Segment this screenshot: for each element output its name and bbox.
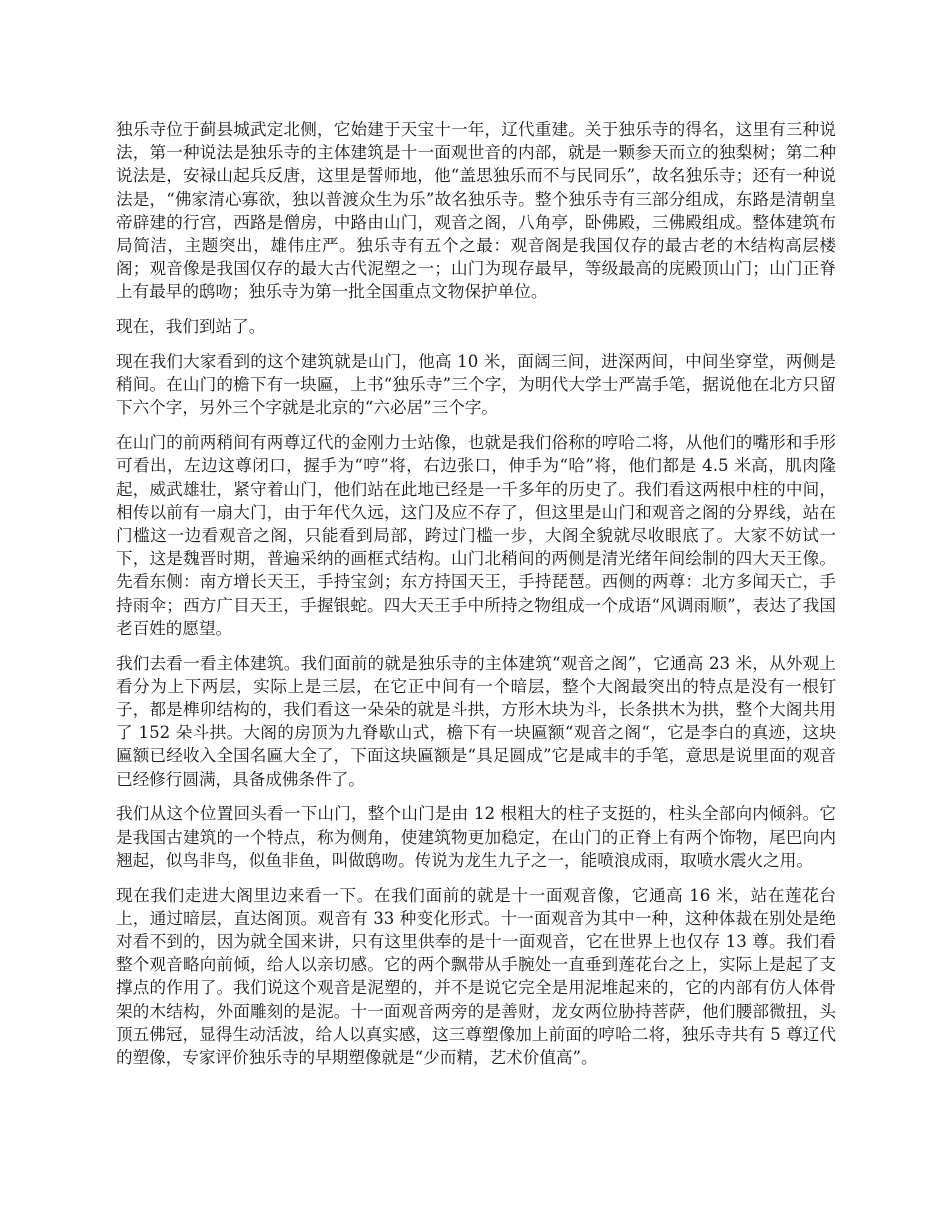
paragraph-shanmen-columns: 我们从这个位置回头看一下山门，整个山门是由 12 根粗大的柱子支挺的，柱头全部向内倾斜。它是我国古建筑的一个特点，称为侧角，使建筑物更加稳定，在山门的正脊上有两个饰物，尾巴向内翘起，似鸟非鸟，似鱼非鱼，叫做鸱吻。传说为龙生九子之一，能喷浪成雨，取喷水震火之用。 bbox=[116, 804, 836, 870]
paragraph-guanyin-statue: 现在我们走进大阁里边来看一下。在我们面前的就是十一面观音像，它通高 16 米，站在莲花台上，通过暗层，直达阁顶。观音有 33 种变化形式。十一面观音为其中一种，这种体裁在别处是绝对看不到的，因为就全国来讲，只有这里供奉的是十一面观音，它在世界上也仅存 13 尊。我们看整个观音略向前倾，给人以亲切感。它的两个飘带从手腕处一直垂到莲花台之上，实际上是起了支撑点的作用了。我们说这个观音是泥塑的，并不是说它完全是用泥堆起来的，它的内部有仿人体骨架的木结构，外面雕刻的是泥。十一面观音两旁的是善财，龙女两位胁持菩萨，他们腰部微扭，头顶五佛冠，显得生动活波，给人以真实感，这三尊塑像加上前面的哼哈二将，独乐寺共有 5 尊辽代的塑像，专家评价独乐寺的早期塑像就是“少而精，艺术价值高”。 bbox=[116, 885, 836, 1068]
paragraph-guanyin-pavilion: 我们去看一看主体建筑。我们面前的就是独乐寺的主体建筑“观音之阁”，它通高 23 米，从外观上看分为上下两层，实际上是三层，在它正中间有一个暗层，整个大阁最突出的特点是没有一根钉子，都是榫卯结构的，我们看这一朵朵的就是斗拱，方形木块为斗，长条拱木为拱，整个大阁共用了 152 朵斗拱。大阁的房顶为九脊歇山式，檐下有一块匾额“观音之阁“，它是李白的真迹，这块匾额已经收入全国名匾大全了，下面这块匾额是“具足圆成”它是咸丰的手笔，意思是说里面的观音已经修行圆满，具备成佛条件了。 bbox=[116, 653, 836, 789]
paragraph-shanmen: 现在我们大家看到的这个建筑就是山门，他高 10 米，面阔三间，进深两间，中间坐穿堂，两侧是稍间。在山门的檐下有一块匾，上书“独乐寺”三个字，为明代大学士严嵩手笔，据说他在北方只留下六个字，另外三个字就是北京的“六必居”三个字。 bbox=[116, 352, 836, 418]
paragraph-arrival: 现在，我们到站了。 bbox=[116, 317, 266, 337]
paragraph-guardians: 在山门的前两稍间有两尊辽代的金刚力士站像，也就是我们俗称的哼哈二将，从他们的嘴形和手形可看出，左边这尊闭口，握手为“哼”将，右边张口，伸手为“哈”将，他们都是 4.5 米高，肌肉隆起，威武雄壮，紧守着山门，他们站在此地已经是一千多年的历史了。我们看这两根中柱的中间，相传以前有一扇大门，由于年代久远，这门及应不存了，但这里是山门和观音之阁的分界线，站在门槛这一边看观音之阁，只能看到局部，跨过门槛一步，大阁全貌就尽收眼底了。大家不妨试一下，这是魏晋时期，普遍采纳的画框式结构。山门北稍间的两侧是清光绪年间绘制的四大天王像。先看东侧：南方增长天王，手持宝剑；东方持国天王，手持琵琶。西侧的两尊：北方多闻天亡，手持雨伞；西方广目天王，手握银蛇。四大天王手中所持之物组成一个成语“风调雨顺”，表达了我国老百姓的愿望。 bbox=[116, 433, 836, 638]
document-body bbox=[116, 118, 836, 1081]
paragraph-intro: 独乐寺位于蓟县城武定北侧，它始建于天宝十一年，辽代重建。关于独乐寺的得名，这里有三种说法，第一种说法是独乐寺的主体建筑是十一面观世音的内部，就是一颗参天而立的独梨树；第二种说法是，安禄山起兵反唐，这里是誓师地，他“盖思独乐而不与民同乐”，故名独乐寺；还有一种说法是，“佛家清心寡欲，独以普渡众生为乐”故名独乐寺。整个独乐寺有三部分组成，东路是清朝皇帝辟建的行宫，西路是僧房，中路由山门，观音之阁，八角亭，卧佛殿，三佛殿组成。整体建筑布局简洁，主题突出，雄伟庄严。独乐寺有五个之最：观音阁是我国仅存的最古老的木结构高层楼阁；观音像是我国仅存的最大古代泥塑之一；山门为现存最早，等级最高的庑殿顶山门；山门正脊上有最早的鸱吻；独乐寺为第一批全国重点文物保护单位。 bbox=[116, 120, 836, 302]
